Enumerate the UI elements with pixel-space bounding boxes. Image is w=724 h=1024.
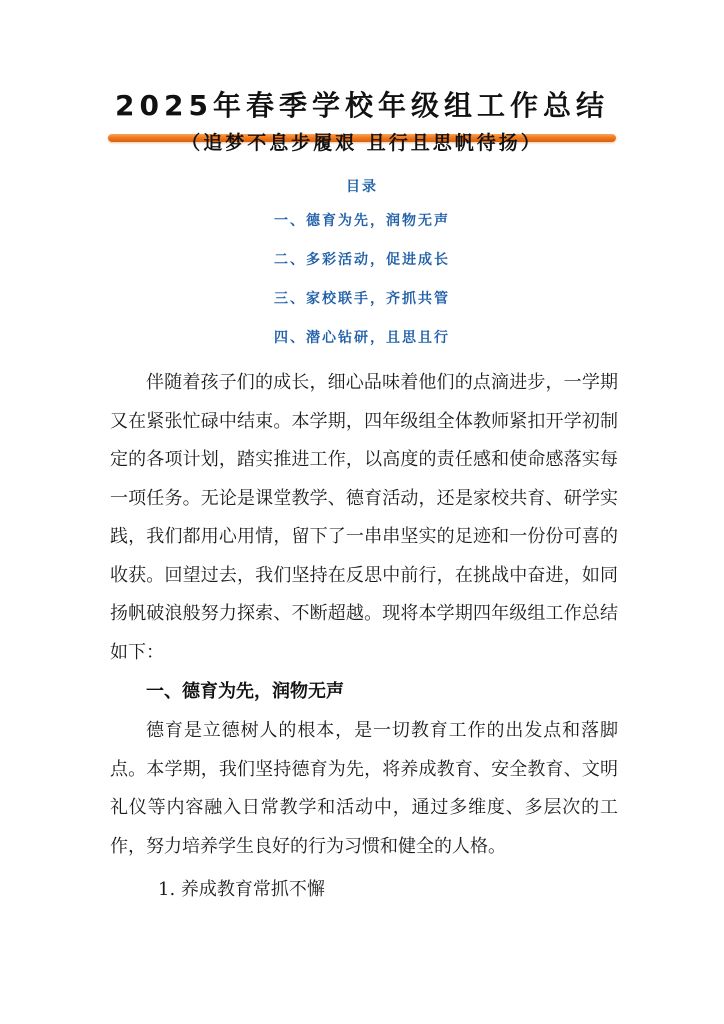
toc-item-2[interactable]: 二、多彩活动，促进成长 — [274, 252, 450, 268]
toc-item-1[interactable]: 一、德育为先，润物无声 — [274, 213, 450, 229]
table-of-contents — [0, 172, 724, 358]
toc-item-4[interactable]: 四、潜心钻研，且思且行 — [274, 330, 450, 346]
toc-item-3[interactable]: 三、家校联手，齐抓共管 — [274, 291, 450, 307]
section-heading-1: 一、德育为先，润物无声 — [146, 681, 344, 702]
section-paragraph-1: 德育是立德树人的根本，是一切教育工作的出发点和落脚点。本学期，我们坚持德育为先，将养成教育、安全教育、文明礼仪等内容融入日常教学和活动中，通过多维度、多层次的工作，努力培养学生良好的行为习惯和健全的人格。 — [110, 720, 618, 857]
subheading-1: 1. 养成教育常抓不懈 — [158, 879, 325, 900]
intro-paragraph: 伴随着孩子们的成长，细心品味着他们的点滴进步，一学期又在紧张忙碌中结束。本学期，四年级组全体教师紧扣开学初制定的各项计划，踏实推进工作，以高度的责任感和使命感落实每一项任务。无论是课堂教学、德育活动，还是家校共育、研学实践，我们都用心用情，留下了一串串坚实的足迹和一份份可喜的收获。回望过去，我们坚持在反思中前行，在挑战中奋进，如同扬帆破浪般努力探索、不断超越。现将本学期四年级组工作总结如下： — [110, 372, 618, 663]
toc-list — [0, 202, 724, 358]
document-title: 2025年春季学校年级组工作总结 — [115, 89, 609, 122]
document-subtitle: （追梦不息步履艰 且行且思帆待扬） — [181, 132, 543, 154]
document-body — [110, 364, 618, 910]
toc-title: 目录 — [346, 179, 378, 195]
